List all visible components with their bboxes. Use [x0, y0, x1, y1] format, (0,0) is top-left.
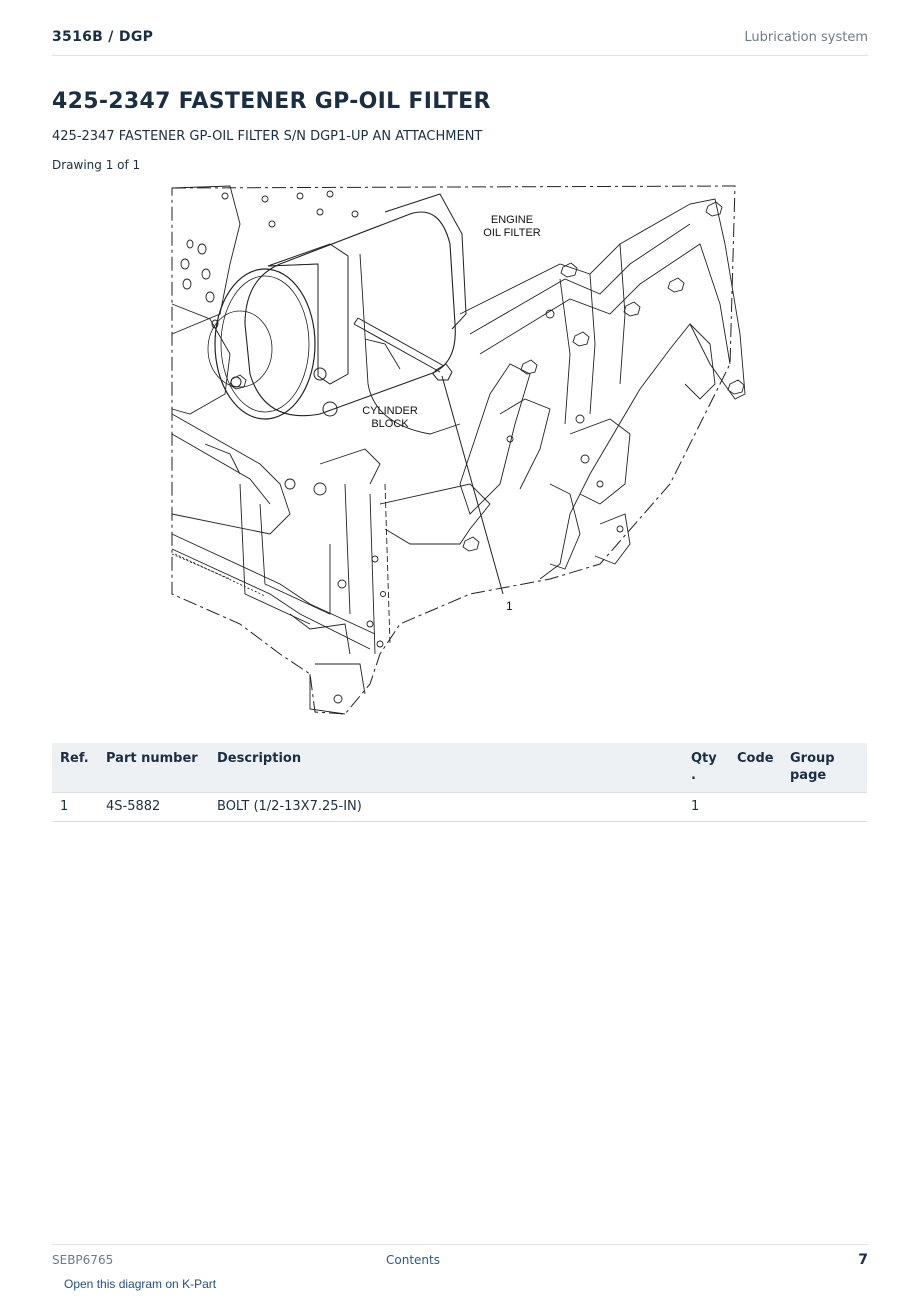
- page-subtitle: 425-2347 FASTENER GP-OIL FILTER S/N DGP1-UP AN ATTACHMENT: [52, 129, 483, 144]
- cell-group-page: [782, 793, 867, 822]
- cell-code: [729, 793, 782, 822]
- footer-divider: [52, 1244, 868, 1245]
- callout-leader: [442, 376, 503, 594]
- header-divider: [52, 55, 868, 56]
- filter-bracket: [268, 244, 348, 384]
- qty-header-line1: Qty: [691, 751, 717, 766]
- footer-doc-code: SEBP6765: [52, 1253, 114, 1267]
- qty-header-line2: .: [691, 768, 696, 783]
- block-holes: [181, 191, 358, 328]
- page-number: 7: [858, 1252, 868, 1268]
- flywheel-housing: [460, 199, 745, 579]
- column-header-qty: [683, 743, 729, 793]
- label-cylinder-block-line2: BLOCK: [371, 418, 409, 430]
- table-row: [52, 793, 867, 822]
- column-header-ref: Ref.: [52, 743, 98, 793]
- contents-link[interactable]: Contents: [386, 1253, 440, 1267]
- column-header-part-number: Part number: [98, 743, 209, 793]
- header-model: 3516B / DGP: [52, 29, 154, 45]
- page-title: 425-2347 FASTENER GP-OIL FILTER: [52, 89, 491, 114]
- cell-part-number: 4S-5882: [98, 793, 209, 822]
- housing-bolts: [230, 202, 744, 703]
- parts-table: [52, 743, 867, 822]
- label-engine-oil-filter-line1: ENGINE: [490, 214, 534, 226]
- kpart-diagram-link[interactable]: Open this diagram on K-Part: [64, 1277, 217, 1291]
- oil-filter-body: [245, 212, 455, 416]
- callout-number: 1: [506, 599, 513, 613]
- group-page-header-line1: Group: [790, 751, 835, 766]
- column-header-group-page: [782, 743, 867, 793]
- header-section: Lubrication system: [744, 30, 868, 45]
- drawing-count: Drawing 1 of 1: [52, 158, 141, 172]
- column-header-description: Description: [209, 743, 683, 793]
- label-cylinder-block-line1: CYLINDER: [362, 405, 418, 417]
- engine-block-outline: [172, 186, 735, 714]
- column-header-code: Code: [729, 743, 782, 793]
- parts-diagram: [170, 184, 752, 720]
- cell-description: BOLT (1/2-13X7.25-IN): [209, 793, 683, 822]
- cell-ref: 1: [52, 793, 98, 822]
- table-header-row: [52, 743, 867, 793]
- label-engine-oil-filter-line2: OIL FILTER: [483, 227, 541, 239]
- group-page-header-line2: page: [790, 768, 827, 783]
- bolt-part-1: [354, 318, 452, 380]
- oil-filter-cap: [215, 269, 315, 419]
- cell-qty: 1: [683, 793, 729, 822]
